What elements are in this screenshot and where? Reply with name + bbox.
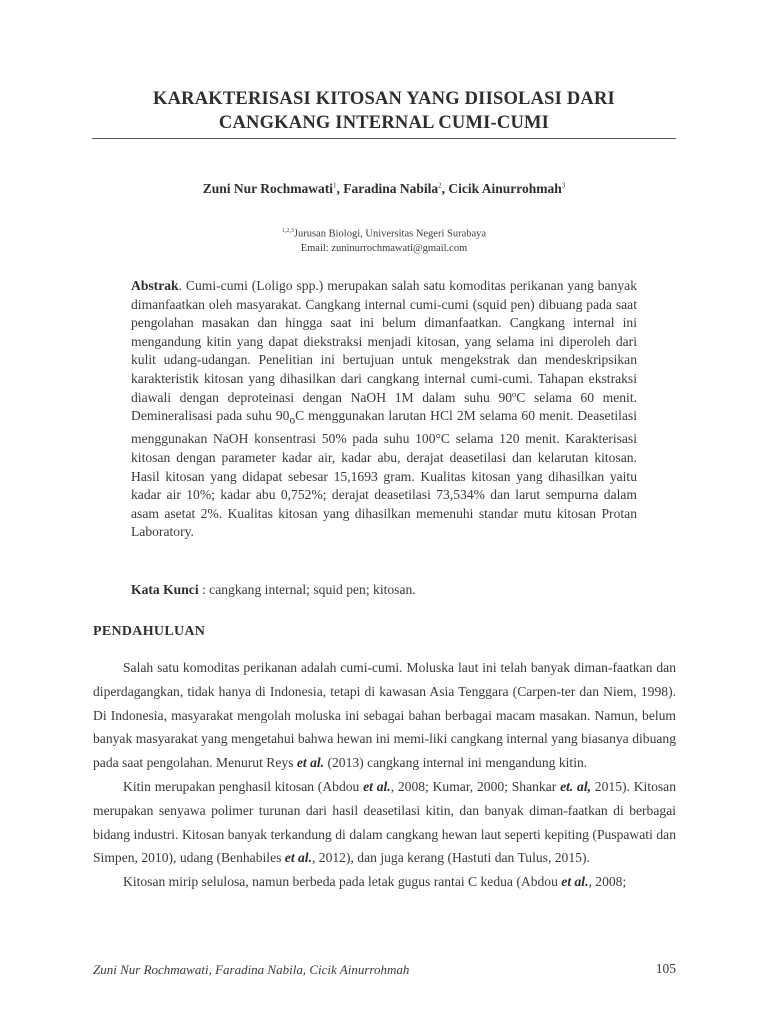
p2-etal-2: et. al,	[560, 778, 592, 794]
p3-etal: et al.	[561, 874, 589, 890]
title-line-1: KARAKTERISASI KITOSAN YANG DIISOLASI DARI	[153, 89, 615, 109]
affiliation	[90, 224, 678, 256]
abstract-sub-o: o	[289, 414, 296, 427]
author-list: Zuni Nur Rochmawati$^1$, Faradina Nabila$^2$, Cicik Ainurrohmah$^3$	[202, 181, 566, 196]
p3-text-b: , 2008;	[588, 874, 627, 890]
abstract-label: Abstrak	[131, 278, 179, 293]
intro-paragraph-2	[93, 775, 676, 870]
author-1-sup: 1	[332, 181, 337, 190]
affiliation-dept: Jurusan Biologi, Universitas Negeri Surabaya	[293, 228, 487, 240]
keywords-text: : cangkang internal; squid pen; kitosan.	[198, 582, 416, 597]
p1-text-b: (2013) cangkang internal ini mengandung kitin.	[324, 755, 588, 771]
p2-text-c: 2015). Kitosan merupakan senyawa polimer turunan dari hasil deasetilasi kitin, dan banyak diman-faatkan di berbagai bidang industri. Kitosan banyak terkandung di dalam cangkang hewan laut seperti kepiting (Puspawati dan Simpen, 2010), udang (Benhabiles	[93, 778, 676, 866]
p1-etal: et al.	[296, 755, 325, 771]
author-3: Cicik Ainurrohmah	[448, 181, 562, 196]
affiliation-email: Email: zuninurrochmawati@gmail.com	[300, 242, 468, 254]
p2-etal-1: et al.	[363, 778, 391, 794]
p2-text-b: , 2008; Kumar, 2000; Shankar	[390, 778, 561, 794]
author-2: Faradina Nabila	[343, 181, 439, 196]
keywords-label: Kata Kunci	[131, 582, 199, 597]
title-divider	[92, 138, 676, 139]
keywords-block	[131, 582, 637, 598]
author-3-sup: 3	[561, 181, 566, 190]
p3-text-a: Kitosan mirip selulosa, namun berbeda pada letak gugus rantai C kedua (Abdou	[123, 874, 562, 890]
intro-paragraph-3	[93, 870, 676, 894]
paper-title	[90, 87, 678, 135]
p2-text-a: Kitin merupakan penghasil kitosan (Abdou	[123, 778, 364, 794]
intro-paragraph-1	[93, 656, 676, 775]
p2-text-d: , 2012), dan juga kerang (Hastuti dan Tulus, 2015).	[311, 850, 590, 866]
affiliation-sup: 1,2,3	[281, 228, 294, 234]
section-heading-pendahuluan: PENDAHULUAN	[93, 624, 206, 639]
title-line-2: CANGKANG INTERNAL CUMI-CUMI	[218, 113, 550, 133]
author-2-sup: 2	[438, 181, 442, 190]
intro-body	[93, 656, 676, 894]
p1-text-a: Salah satu komoditas perikanan adalah cumi-cumi. Moluska laut ini telah banyak diman-faatkan dan diperdagangkan, tidak hanya di Indonesia, tetapi di kawasan Asia Tenggara (Carpen-ter dan Niem, 1998). Di Indonesia, masyarakat mengolah moluska ini sebagai bahan berbagai macam masakan. Namun, belum banyak masyarakat yang mengetahui bahwa hewan ini memi-liki cangkang internal yang biasanya dibuang pada saat pengolahan. Menurut Reys	[93, 660, 676, 771]
abstract-text-2: C menggunakan larutan HCl 2M selama 60 menit. Deasetilasi menggunakan NaOH konsentrasi 50% pada suhu 100°C selama 120 menit. Karakterisasi kitosan dengan parameter kadar air, kadar abu, derajat deasetilasi dan kelarutan kitosan. Hasil kitosan yang didapat sebesar 15,1693 gram. Kualitas kitosan yang dihasilkan yaitu kadar air 10%; kadar abu 0,752%; derajat deasetilasi 73,534% dan larut sempurna dalam asam asetat 2%. Kualitas kitosan yang dihasilkan memenuhi standar mutu kitosan Protan Laboratory.	[131, 408, 637, 540]
abstract-block	[131, 277, 637, 542]
author-1: Zuni Nur Rochmawati	[202, 181, 333, 196]
page-number: 105	[655, 961, 676, 976]
abstract-text-1: . Cumi-cumi (Loligo spp.) merupakan salah satu komoditas perikanan yang banyak dimanfaatkan oleh masyarakat. Cangkang internal cumi-cumi (squid pen) dibuang pada saat pengolahan masakan dan hingga saat ini belum dimanfaatkan. Cangkang internal ini mengandung kitin yang dapat diekstraksi menjadi kitosan, yang selama ini diperoleh dari kulit udang-udangan. Penelitian ini bertujuan untuk mengekstrak dan mendeskripsikan karakteristik kitosan yang dihasilkan dari cangkang internal cumi-cumi. Tahapan ekstraksi diawali dengan deproteinasi dengan NaOH 1M dalam suhu 90ºC selama 60 menit. Demineralisasi pada suhu 90	[131, 278, 637, 424]
footer-authors: Zuni Nur Rochmawati, Faradina Nabila, Cicik Ainurrohmah	[93, 962, 410, 977]
p2-etal-3: et al.	[284, 850, 312, 866]
